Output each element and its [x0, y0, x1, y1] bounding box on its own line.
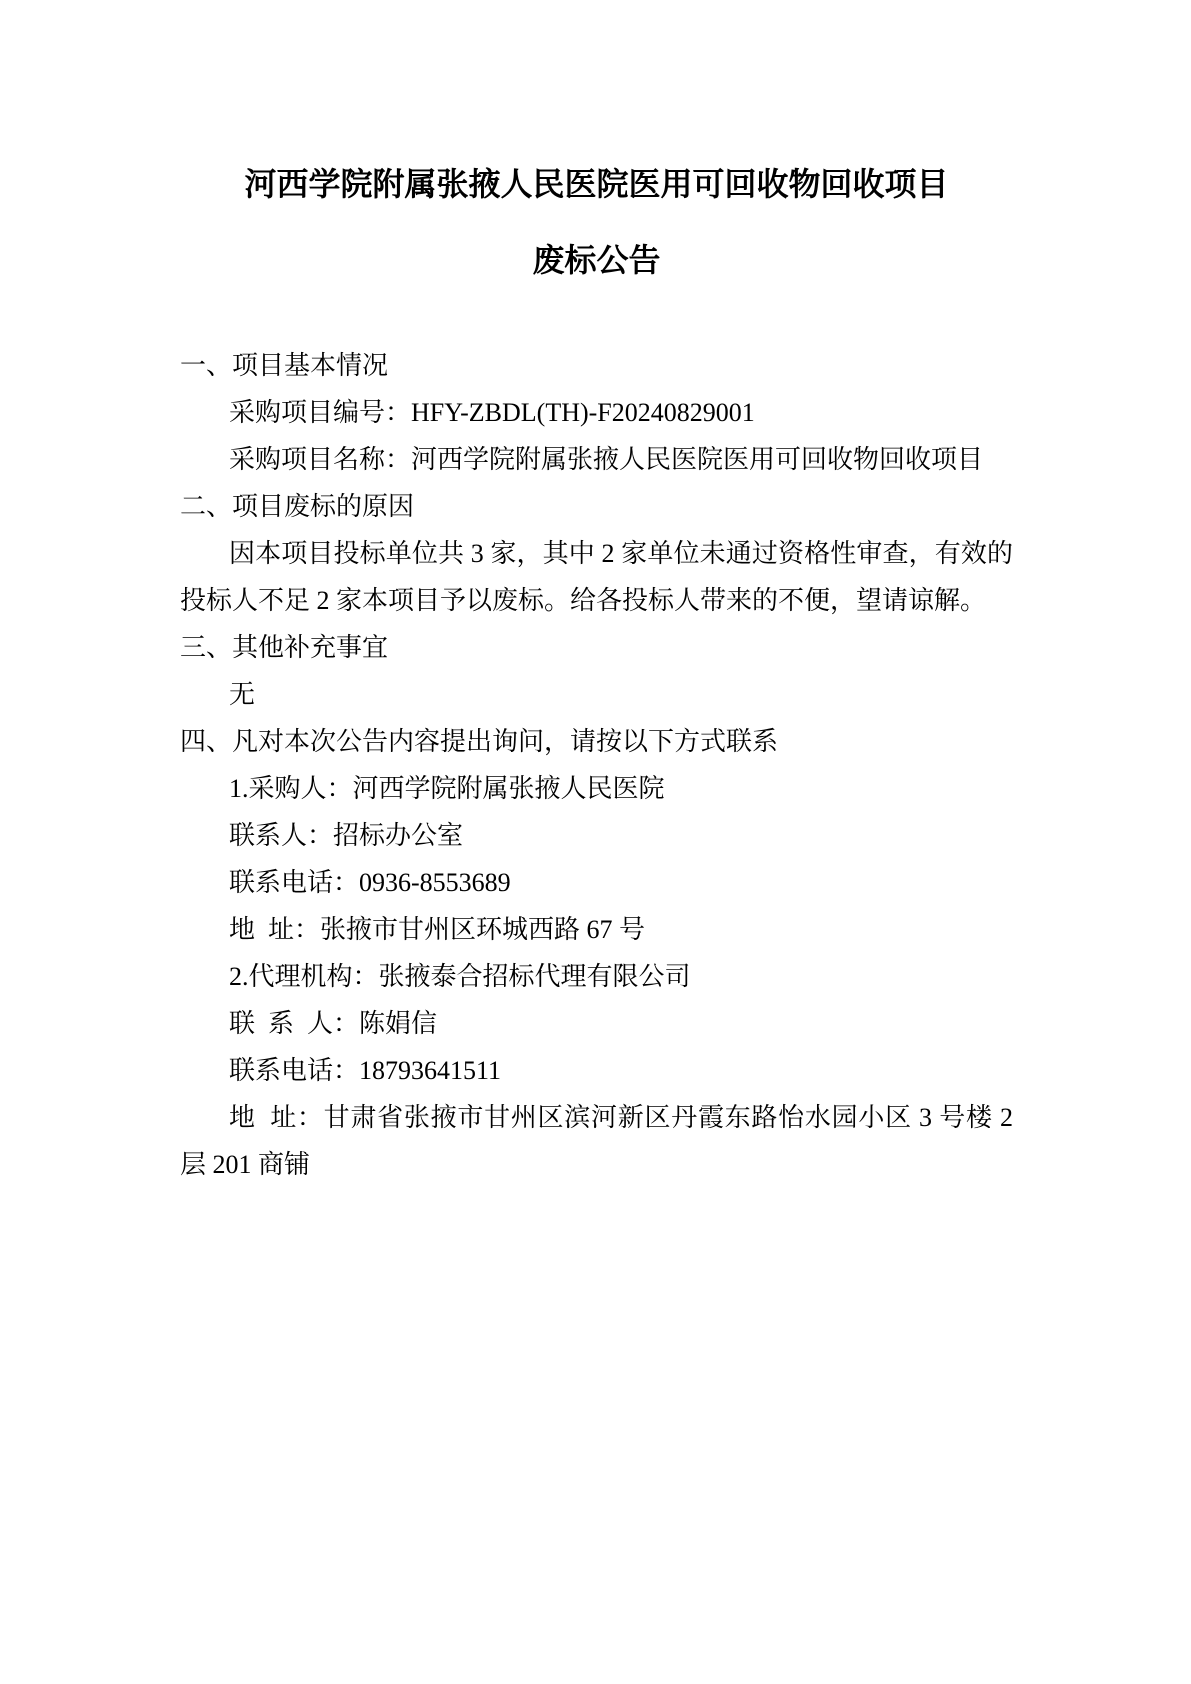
- agency-address-paragraph: 地 址：甘肃省张掖市甘州区滨河新区丹霞东路怡水园小区 3 号楼 2 层 201 商铺: [180, 1103, 1020, 1179]
- section-2-heading: 二、项目废标的原因: [180, 492, 415, 521]
- document-title: 河西学院附属张掖人民医院医用可回收物回收项目: [244, 166, 949, 202]
- section-1-heading: 一、项目基本情况: [180, 351, 389, 380]
- purchaser-phone-line: 联系电话：0936-8553689: [229, 868, 511, 897]
- purchaser-address-line: 地 址：张掖市甘州区环城西路 67 号: [229, 915, 646, 944]
- purchaser-contact-line: 联系人：招标办公室: [229, 821, 464, 850]
- project-name-line: 采购项目名称：河西学院附属张掖人民医院医用可回收物回收项目: [229, 445, 984, 474]
- document-subtitle: 废标公告: [532, 242, 661, 278]
- cancellation-reason-paragraph: 因本项目投标单位共 3 家，其中 2 家单位未通过资格性审查，有效的投标人不足 2 家本项目予以废标。给各投标人带来的不便，望请谅解。: [180, 539, 1013, 615]
- document-body: [180, 342, 1020, 1188]
- project-number-line: 采购项目编号：HFY-ZBDL(TH)-F20240829001: [229, 398, 755, 427]
- agency-contact-line: 联 系 人：陈娟信: [229, 1009, 438, 1038]
- supplement-none-line: 无: [229, 680, 256, 709]
- section-3-heading: 三、其他补充事宜: [180, 633, 389, 662]
- agency-line: 2.代理机构：张掖泰合招标代理有限公司: [229, 962, 691, 991]
- section-4-heading: 四、凡对本次公告内容提出询问，请按以下方式联系: [180, 727, 779, 756]
- purchaser-line: 1.采购人：河西学院附属张掖人民医院: [229, 774, 665, 803]
- agency-phone-line: 联系电话：18793641511: [229, 1056, 502, 1085]
